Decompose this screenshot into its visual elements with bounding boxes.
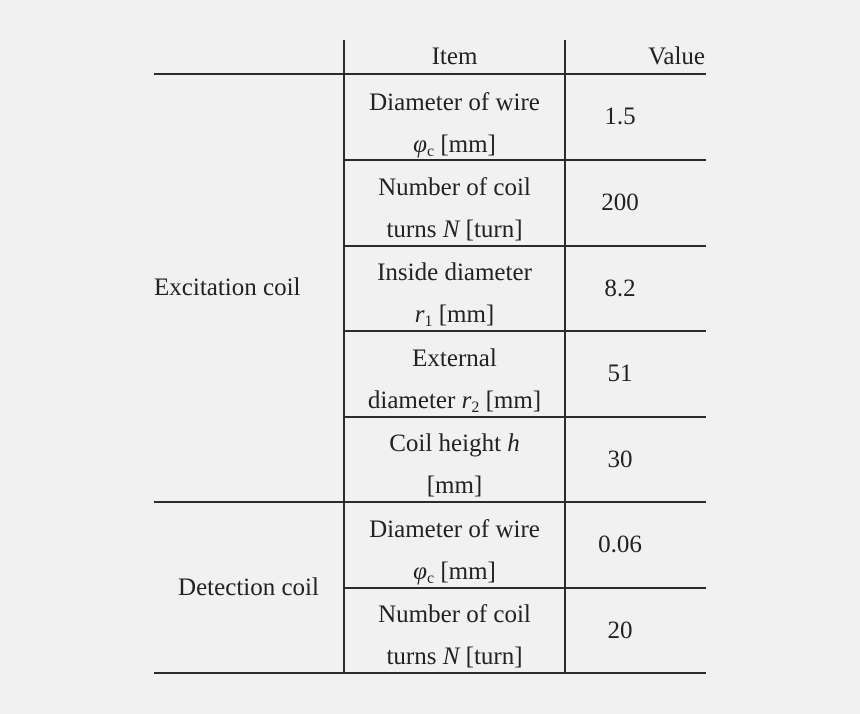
- value-cell: 1.5: [604, 103, 636, 130]
- item-cell: Diameter of wire $\varphi_c$ [mm]: [369, 89, 540, 160]
- value-cell: 8.2: [604, 275, 636, 302]
- value-cell: 200: [601, 189, 639, 216]
- header-value: Value: [648, 43, 705, 70]
- item-cell: Number of coil turns N [turn]: [378, 601, 531, 670]
- header-item: Item: [431, 43, 478, 70]
- value-cell: 51: [607, 360, 633, 387]
- group-label-detection-coil: Detection coil: [178, 573, 319, 601]
- value-cell: 0.06: [598, 531, 642, 558]
- item-cell: Number of coil turns N [turn]: [378, 174, 531, 243]
- value-cell: 20: [607, 617, 633, 644]
- item-cell: External diameter $r_2$ [mm]: [367, 345, 542, 416]
- group-label-excitation-coil: Excitation coil: [154, 274, 301, 301]
- value-cell: 30: [607, 446, 633, 473]
- item-cell: Inside diameter $r_1$ [mm]: [377, 259, 532, 330]
- item-cell: Coil height h [mm]: [389, 430, 520, 499]
- item-cell: Diameter of wire $\varphi_c$ [mm]: [369, 516, 540, 587]
